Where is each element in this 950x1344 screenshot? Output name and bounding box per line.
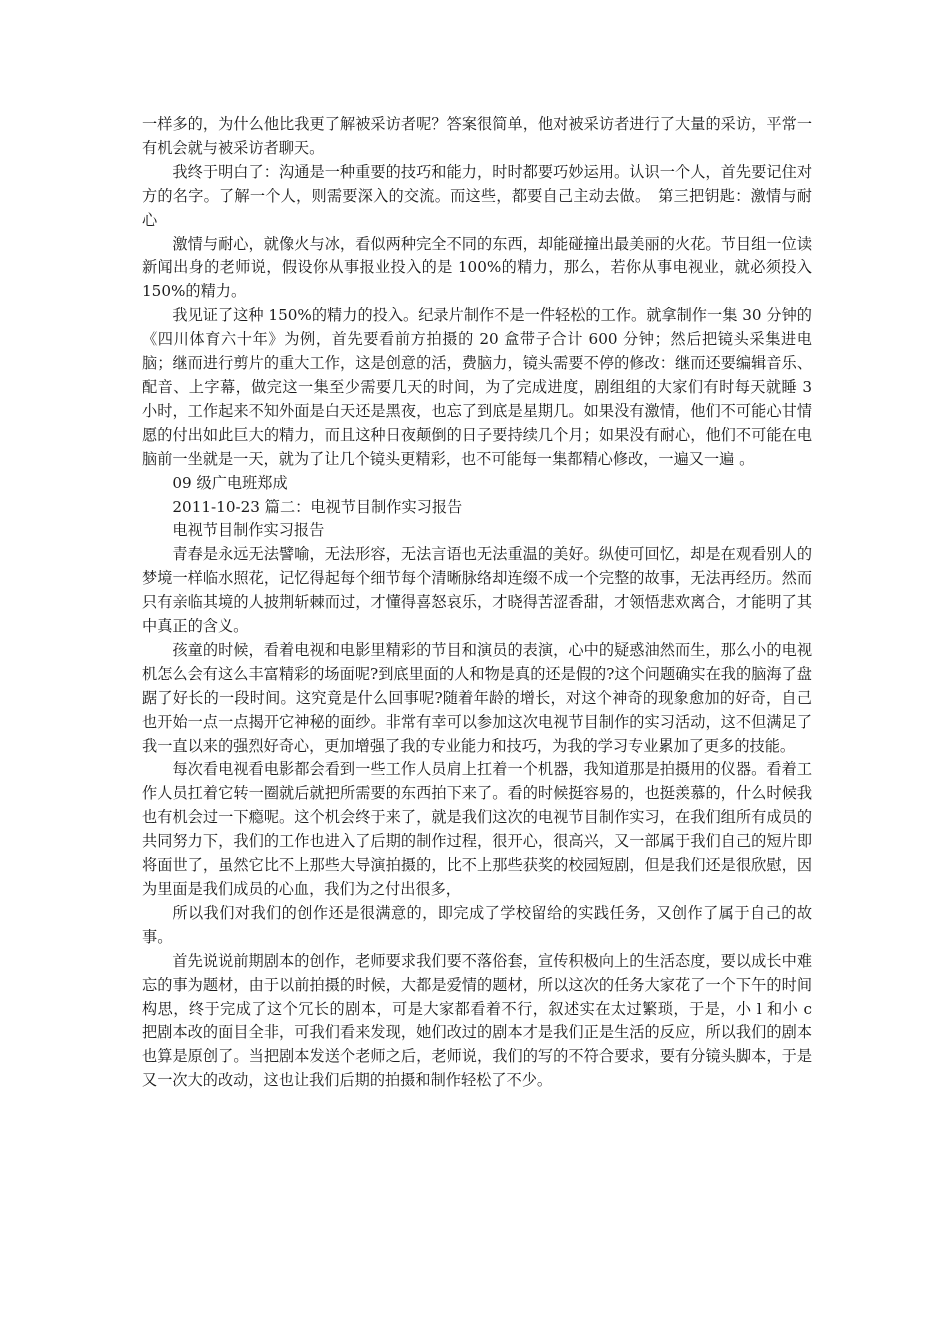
author-line: 09 级广电班郑成 [172, 473, 288, 492]
report-title: 电视节目制作实习报告 [172, 521, 325, 540]
paragraph-youth: 青春是永远无法譬喻，无法形容，无法言语也无法重温的美好。纵使可回忆，却是在观看别人的梦境一样临水照花，记忆得起每个细节每个清晰脉络却连缀不成一个完整的故事，无法再经历。然而只有亲临其境的人披荆斩棘而过，才懂得喜怒哀乐，才晓得苦涩香甜，才领悟悲欢离合，才能明了其中真正的含义。 [142, 545, 812, 636]
paragraph-script: 首先说说前期剧本的创作，老师要求我们要不落俗套，宣传积极向上的生活态度，要以成长中难忘的事为题材，由于以前拍摄的时候，大都是爱情的题材，所以这次的任务大家花了一个下午的时间构思，终于完成了这个冗长的剧本，可是大家都看着不行，叙述实在太过繁琐，于是，小 l 和小 c 把剧本改的面目全非，可我们看来发现，她们改过的剧本才是我们正是生活的反应，所以我们的剧本也算是原创了。当把剧本发送个老师之后，老师说，我们的写的不符合要求，要有分镜头脚本，于是又一次大的改动，这也让我们后期的拍摄和制作轻松了不少。 [142, 951, 812, 1090]
paragraph-documentary-effort: 我见证了这种 150%的精力的投入。纪录片制作不是一件轻松的工作。就拿制作一集 30 分钟的《四川体育六十年》为例，首先要看前方拍摄的 20 盒带子合计 600 分钟；然后把镜头采集进电脑；继而进行剪片的重大工作，这是创意的活，费脑力，镜头需要不停的修改：继而还要编辑音乐、配音、上字幕，做完这一集至少需要几天的时间，为了完成进度，剧组组的大家们有时每天就睡 3 小时，工作起来不知外面是白天还是黑夜，也忘了到底是星期几。如果没有激情，他们不可能心甘情愿的付出如此巨大的精力，而且这种日夜颠倒的日子要持续几个月；如果没有耐心，他们不可能在电脑前一坐就是一天，就为了让几个镜头更精彩，也不可能每一集都精心修改，一遍又一遍 。 [142, 306, 812, 468]
date-section-heading: 2011-10-23 篇二：电视节目制作实习报告 [172, 497, 463, 516]
paragraph-passion-patience: 激情与耐心，就像火与冰，看似两种完全不同的东西，却能碰撞出最美丽的火花。节目组一位读新闻出身的老师说，假设你从事报业投入的是 100%的精力，那么，若你从事电视业，就必须投入 150%的精力。 [142, 234, 812, 301]
paragraph-communication: 我终于明白了：沟通是一种重要的技巧和能力，时时都要巧妙运用。认识一个人，首先要记住对方的名字。了解一个人，则需要深入的交流。而这些，都要自己主动去做。 第三把钥匙：激情与耐心 [142, 162, 812, 229]
document-page [142, 113, 812, 1093]
paragraph-continuation: 一样多的，为什么他比我更了解被采访者呢？答案很简单，他对被采访者进行了大量的采访，平常一有机会就与被采访者聊天。 [142, 115, 812, 157]
paragraph-satisfaction: 所以我们对我们的创作还是很满意的，即完成了学校留给的实践任务，又创作了属于自己的故事。 [142, 903, 812, 946]
paragraph-childhood: 孩童的时候，看着电视和电影里精彩的节目和演员的表演，心中的疑惑油然而生，那么小的电视机怎么会有这么丰富精彩的场面呢?到底里面的人和物是真的还是假的?这个问题确实在我的脑海了盘踞了好长的一段时间。这究竟是什么回事呢?随着年龄的增长，对这个神奇的现象愈加的好奇，自己也开始一点一点揭开它神秘的面纱。非常有幸可以参加这次电视节目制作的实习活动，这不但满足了我一直以来的强烈好奇心，更加增强了我的专业能力和技巧，为我的学习专业累加了更多的技能。 [142, 640, 812, 755]
paragraph-camera: 每次看电视看电影都会看到一些工作人员肩上扛着一个机器，我知道那是拍摄用的仪器。看着工作人员扛着它转一圈就后就把所需要的东西拍下来了。看的时候挺容易的，也挺羡慕的，什么时候我也有机会过一下瘾呢。这个机会终于来了，就是我们这次的电视节目制作实习，在我们组所有成员的共同努力下，我们的工作也进入了后期的制作过程，很开心，很高兴，又一部属于我们自己的短片即将面世了，虽然它比不上那些大导演拍摄的，比不上那些获奖的校园短剧，但是我们还是很欣慰，因为里面是我们成员的心血，我们为之付出很多， [142, 760, 812, 898]
